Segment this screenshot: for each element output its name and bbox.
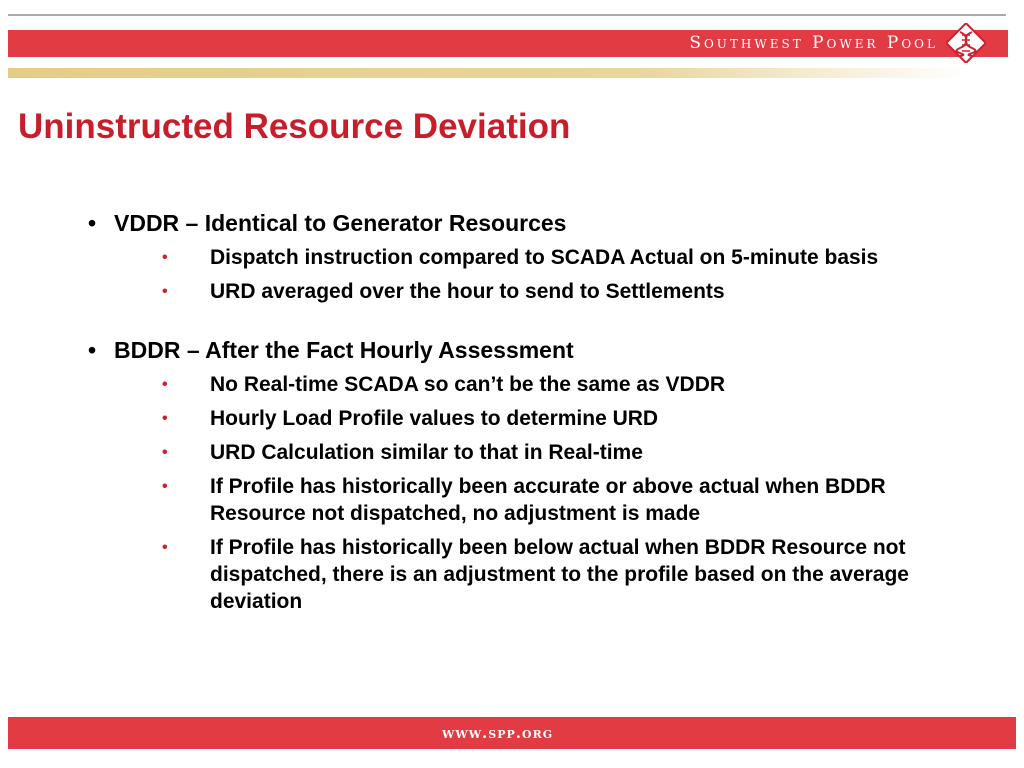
red-bullet-icon: • [162, 249, 168, 266]
footer-banner [8, 717, 1016, 749]
section-heading: BDDR – After the Fact Hourly Assessment [114, 337, 574, 363]
sub-bullet-text: Dispatch instruction compared to SCADA Actual on 5-minute basis [210, 246, 879, 269]
spp-helix-logo-icon [946, 23, 986, 63]
red-bullet-icon: • [162, 539, 168, 556]
sub-bullet-text: URD Calculation similar to that in Real-time [210, 441, 643, 464]
red-bullet-icon: • [162, 376, 168, 393]
red-bullet-icon: • [162, 410, 168, 427]
sub-bullet-item [114, 534, 960, 615]
bullet-list [80, 208, 960, 615]
red-bullet-icon: • [162, 444, 168, 461]
red-bullet-icon: • [162, 283, 168, 300]
sub-bullet-list [114, 371, 960, 615]
sub-bullet-item [114, 278, 960, 305]
sub-bullet-text: No Real-time SCADA so can’t be the same as VDDR [210, 373, 726, 396]
sub-bullet-list [114, 244, 960, 305]
bullet-section-bddr [80, 335, 960, 615]
sub-bullet-text: If Profile has historically been below actual when BDDR Resource not dispatched, there is an adjustment to the profile based on the average deviation [210, 536, 909, 613]
red-bullet-icon: • [162, 478, 168, 495]
bullet-section-vddr [80, 208, 960, 305]
gold-accent-band [8, 68, 968, 78]
sub-bullet-text: URD averaged over the hour to send to Settlements [210, 280, 725, 303]
header-banner [8, 30, 1008, 57]
footer-url-link[interactable]: www.spp.org [442, 724, 554, 742]
bullet-dot-icon: • [88, 337, 97, 363]
top-divider [8, 14, 1006, 16]
sub-bullet-text: Hourly Load Profile values to determine URD [210, 407, 659, 430]
section-heading: VDDR – Identical to Generator Resources [114, 210, 567, 236]
sub-bullet-item [114, 473, 960, 527]
slide-title: Uninstructed Resource Deviation [18, 107, 571, 146]
sub-bullet-item [114, 244, 960, 271]
brand-name: Southwest Power Pool [689, 33, 938, 53]
slide-content [80, 208, 960, 622]
sub-bullet-text: If Profile has historically been accurate or above actual when BDDR Resource not dispatched, no adjustment is made [210, 475, 886, 525]
sub-bullet-item [114, 405, 960, 432]
bullet-dot-icon: • [88, 210, 97, 236]
sub-bullet-item [114, 371, 960, 398]
sub-bullet-item [114, 439, 960, 466]
